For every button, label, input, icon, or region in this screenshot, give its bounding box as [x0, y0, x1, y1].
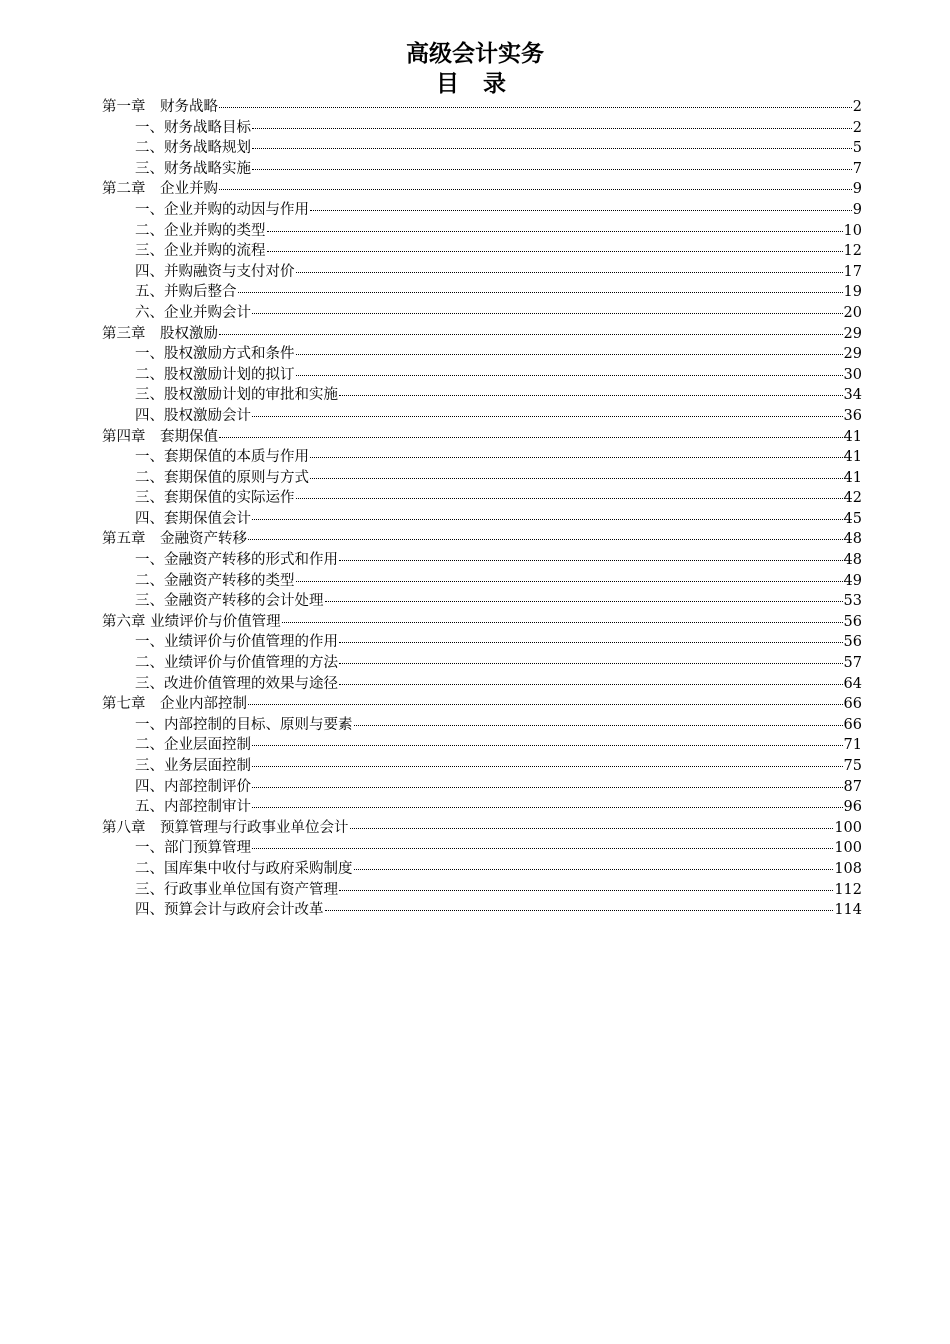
dot-leader: [252, 786, 843, 788]
dot-leader: [252, 806, 843, 808]
toc-section-entry[interactable]: [102, 715, 862, 736]
dot-leader: [296, 497, 843, 499]
toc-page-number: 10: [843, 222, 862, 239]
toc-section-entry[interactable]: [102, 200, 862, 221]
document-title: 高级会计实务: [406, 40, 544, 67]
toc-entry-title: 四、预算会计与政府会计改革: [135, 902, 324, 919]
toc-page-number: 100: [834, 819, 862, 836]
dot-leader: [296, 353, 843, 355]
toc-entry-title: 四、套期保值会计: [135, 510, 251, 527]
toc-section-entry[interactable]: [102, 591, 862, 612]
dot-leader: [296, 271, 843, 273]
dot-leader: [267, 250, 843, 252]
toc-entry-title: 四、并购融资与支付对价: [135, 263, 295, 280]
toc-entry-title: 第五章 金融资产转移: [102, 531, 247, 548]
dot-leader: [296, 580, 843, 582]
toc-entry-title: 三、套期保值的实际运作: [135, 490, 295, 507]
toc-entry-title: 二、业绩评价与价值管理的方法: [135, 655, 338, 672]
toc-entry-title: 二、财务战略规划: [135, 140, 251, 157]
toc-page-number: 53: [843, 593, 862, 610]
toc-section-entry[interactable]: [102, 385, 862, 406]
toc-section-entry[interactable]: [102, 262, 862, 283]
toc-page-number: 66: [843, 716, 862, 733]
toc-page-number: 75: [843, 758, 862, 774]
toc-chapter-entry[interactable]: [102, 529, 862, 550]
toc-entry-title: 一、业绩评价与价值管理的作用: [135, 634, 338, 651]
toc-section-entry[interactable]: [102, 468, 862, 489]
dot-leader: [219, 333, 843, 335]
toc-entry-title: 第四章 套期保值: [102, 428, 218, 445]
toc-section-entry[interactable]: [102, 447, 862, 468]
toc-page-number: 7: [852, 160, 862, 177]
dot-leader: [252, 518, 843, 520]
toc-entry-title: 一、金融资产转移的形式和作用: [135, 552, 338, 569]
toc-page-number: 66: [843, 696, 862, 713]
toc-page-number: 36: [843, 407, 862, 424]
toc-entry-title: 四、股权激励会计: [135, 407, 251, 424]
toc-page-number: 57: [843, 655, 862, 672]
toc-entry-title: 二、套期保值的原则与方式: [135, 469, 309, 486]
toc-entry-title: 一、内部控制的目标、原则与要素: [135, 716, 353, 733]
toc-section-entry[interactable]: [102, 797, 862, 818]
dot-leader: [252, 147, 852, 149]
dot-leader: [354, 724, 843, 726]
toc-section-entry[interactable]: [102, 241, 862, 262]
toc-section-entry[interactable]: [102, 221, 862, 242]
toc-chapter-entry[interactable]: [102, 818, 862, 839]
dot-leader: [339, 641, 843, 643]
toc-entry-title: 四、内部控制评价: [135, 778, 251, 795]
toc-section-entry[interactable]: [102, 344, 862, 365]
toc-entry-title: 第二章 企业并购: [102, 181, 218, 198]
toc-page-number: 48: [843, 531, 862, 548]
dot-leader: [310, 477, 843, 479]
toc-chapter-entry[interactable]: [102, 97, 862, 118]
toc-entry-title: 一、财务战略目标: [135, 119, 251, 136]
toc-page-number: 49: [843, 572, 862, 589]
toc-section-entry[interactable]: [102, 838, 862, 859]
toc-page-number: 34: [843, 387, 862, 404]
toc-section-entry[interactable]: [102, 365, 862, 386]
toc-page-number: 29: [843, 346, 862, 363]
dot-leader: [325, 909, 834, 911]
toc-chapter-entry[interactable]: [102, 694, 862, 715]
toc-entry-title: 第六章 业绩评价与价值管理: [102, 613, 281, 630]
dot-leader: [339, 662, 843, 664]
table-of-contents: [102, 97, 862, 921]
toc-page-number: 2: [852, 99, 862, 115]
dot-leader: [248, 538, 843, 540]
toc-page-number: 9: [852, 181, 862, 198]
toc-page-number: 41: [843, 428, 862, 445]
dot-leader: [252, 847, 833, 849]
dot-leader: [325, 600, 843, 602]
toc-entry-title: 二、股权激励计划的拟订: [135, 366, 295, 383]
toc-page-number: 45: [843, 510, 862, 527]
toc-entry-title: 三、行政事业单位国有资产管理: [135, 881, 338, 898]
toc-page-number: 2: [852, 119, 862, 136]
toc-page-number: 108: [834, 860, 862, 877]
toc-entry-title: 二、企业层面控制: [135, 737, 251, 754]
dot-leader: [238, 291, 843, 293]
toc-entry-title: 三、股权激励计划的审批和实施: [135, 387, 338, 404]
toc-section-entry[interactable]: [102, 406, 862, 427]
toc-section-entry[interactable]: [102, 735, 862, 756]
dot-leader: [339, 889, 833, 891]
dot-leader: [252, 312, 843, 314]
toc-entry-title: 三、金融资产转移的会计处理: [135, 593, 324, 610]
dot-leader: [350, 827, 834, 829]
dot-leader: [267, 230, 843, 232]
dot-leader: [252, 415, 843, 417]
dot-leader: [339, 559, 843, 561]
toc-section-entry[interactable]: [102, 653, 862, 674]
toc-page-number: 96: [843, 799, 862, 816]
toc-section-entry[interactable]: [102, 900, 862, 921]
dot-leader: [310, 456, 843, 458]
toc-page-number: 9: [852, 201, 862, 218]
toc-page-number: 48: [843, 552, 862, 569]
toc-entry-title: 一、企业并购的动因与作用: [135, 201, 309, 218]
toc-page-number: 41: [843, 449, 862, 466]
toc-entry-title: 三、财务战略实施: [135, 160, 251, 177]
toc-section-entry[interactable]: [102, 756, 862, 777]
dot-leader: [248, 703, 843, 705]
dot-leader: [354, 868, 834, 870]
toc-entry-title: 第三章 股权激励: [102, 325, 218, 342]
toc-page-number: 30: [843, 366, 862, 383]
toc-section-entry[interactable]: [102, 632, 862, 653]
toc-page-number: 56: [843, 634, 862, 651]
toc-entry-title: 三、业务层面控制: [135, 758, 251, 774]
toc-entry-title: 第七章 企业内部控制: [102, 696, 247, 713]
toc-entry-title: 三、企业并购的流程: [135, 243, 266, 260]
toc-section-entry[interactable]: [102, 777, 862, 798]
toc-section-entry[interactable]: [102, 488, 862, 509]
toc-page-number: 71: [843, 737, 862, 754]
toc-chapter-entry[interactable]: [102, 427, 862, 448]
toc-entry-title: 三、改进价值管理的效果与途径: [135, 675, 338, 692]
toc-page-number: 42: [843, 490, 862, 507]
toc-page-number: 100: [834, 840, 862, 857]
dot-leader: [339, 683, 843, 685]
toc-page-number: 29: [843, 325, 862, 342]
toc-heading: 目 录: [435, 70, 514, 97]
toc-entry-title: 第八章 预算管理与行政事业单位会计: [102, 819, 349, 836]
toc-page-number: 87: [843, 778, 862, 795]
toc-page-number: 112: [834, 881, 862, 898]
toc-chapter-entry[interactable]: [102, 179, 862, 200]
toc-page-number: 114: [834, 902, 862, 919]
dot-leader: [252, 127, 852, 129]
toc-entry-title: 一、部门预算管理: [135, 840, 251, 857]
toc-chapter-entry[interactable]: [102, 612, 862, 633]
dot-leader: [339, 394, 843, 396]
toc-section-entry[interactable]: [102, 282, 862, 303]
toc-section-entry[interactable]: [102, 509, 862, 530]
toc-page-number: 17: [843, 263, 862, 280]
toc-page-number: 20: [843, 304, 862, 321]
toc-chapter-entry[interactable]: [102, 324, 862, 345]
dot-leader: [282, 621, 843, 623]
toc-section-entry[interactable]: [102, 880, 862, 901]
toc-section-entry[interactable]: [102, 138, 862, 159]
toc-section-entry[interactable]: [102, 571, 862, 592]
toc-entry-title: 二、国库集中收付与政府采购制度: [135, 860, 353, 877]
toc-entry-title: 五、内部控制审计: [135, 799, 251, 816]
dot-leader: [252, 765, 843, 767]
dot-leader: [252, 168, 852, 170]
toc-page-number: 64: [843, 675, 862, 692]
toc-page-number: 56: [843, 613, 862, 630]
toc-entry-title: 二、企业并购的类型: [135, 222, 266, 239]
toc-entry-title: 第一章 财务战略: [102, 99, 218, 115]
toc-page-number: 19: [843, 284, 862, 301]
toc-entry-title: 一、套期保值的本质与作用: [135, 449, 309, 466]
dot-leader: [219, 436, 843, 438]
toc-section-entry[interactable]: [102, 159, 862, 180]
toc-section-entry[interactable]: [102, 674, 862, 695]
dot-leader: [252, 744, 843, 746]
toc-entry-title: 五、并购后整合: [135, 284, 237, 301]
dot-leader: [219, 188, 852, 190]
toc-section-entry[interactable]: [102, 303, 862, 324]
dot-leader: [296, 374, 843, 376]
toc-page-number: 5: [852, 140, 862, 157]
dot-leader: [219, 106, 852, 108]
toc-page-number: 12: [843, 243, 862, 260]
toc-section-entry[interactable]: [102, 859, 862, 880]
toc-entry-title: 二、金融资产转移的类型: [135, 572, 295, 589]
toc-section-entry[interactable]: [102, 550, 862, 571]
toc-entry-title: 一、股权激励方式和条件: [135, 346, 295, 363]
toc-entry-title: 六、企业并购会计: [135, 304, 251, 321]
dot-leader: [310, 209, 852, 211]
toc-page-number: 41: [843, 469, 862, 486]
toc-section-entry[interactable]: [102, 118, 862, 139]
